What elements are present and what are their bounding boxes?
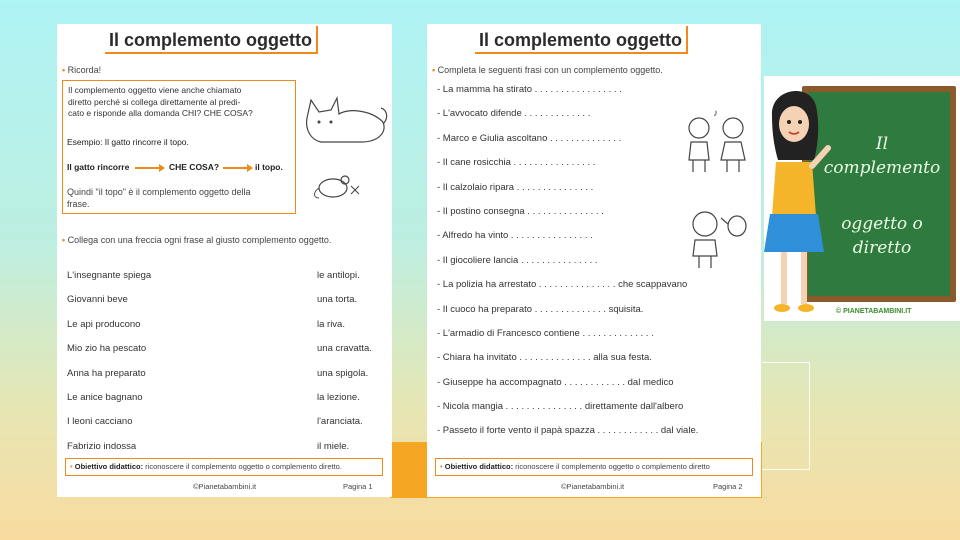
instruction-text: Collega con una freccia ogni frase al giusto complemento oggetto.	[67, 235, 332, 245]
worksheet-page-2	[427, 24, 761, 497]
matching-instruction	[62, 234, 387, 246]
site-credit: ©Pianetabambini.it	[561, 482, 625, 491]
list-item[interactable]: una torta.	[317, 294, 358, 306]
sentence-list	[437, 84, 698, 450]
page-number: Pagina 2	[713, 482, 743, 491]
list-item[interactable]: Mio zio ha pescato	[67, 343, 147, 355]
list-item[interactable]: Anna ha preparato	[67, 367, 146, 379]
left-column	[67, 270, 151, 465]
cat-drawing-icon	[301, 88, 389, 148]
bullet-icon: •	[62, 65, 66, 75]
pianetabambini-logo: © PIANETABAMBINI.IT	[836, 308, 912, 315]
conclusion-line: frase.	[67, 199, 90, 209]
objective-text: riconoscere il complemento oggetto o complemento diretto.	[145, 462, 342, 471]
example-text: Esempio: Il gatto rincorre il topo.	[67, 137, 189, 147]
list-item[interactable]: Le api producono	[67, 318, 141, 330]
list-item[interactable]: Le anice bagnano	[67, 391, 143, 403]
right-column	[317, 270, 372, 465]
list-item[interactable]: una cravatta.	[317, 343, 372, 355]
sentence-item[interactable]: - Passeto il forte vento il papà spazza . . . . . . . . . . . . dal viale.	[437, 425, 699, 437]
bullet-icon: •	[432, 65, 436, 75]
objective-box	[65, 458, 383, 476]
sentence-item[interactable]: - Alfredo ha vinto . . . . . . . . . . . . . . . .	[437, 230, 593, 242]
children-singing-drawing-icon	[679, 108, 757, 174]
list-item[interactable]: la lezione.	[317, 391, 360, 403]
list-item[interactable]: I leoni cacciano	[67, 416, 133, 428]
arrow-icon	[223, 167, 251, 169]
example-answer: il topo.	[255, 162, 283, 172]
sentence-item[interactable]: - Il giocoliere lancia . . . . . . . . . . . . . . .	[437, 254, 598, 266]
page-number: Pagina 1	[343, 482, 373, 491]
list-item[interactable]: l'aranciata.	[317, 416, 363, 428]
sentence-item[interactable]: - Il postino consegna . . . . . . . . . . . . . . .	[437, 205, 604, 217]
sentence-item[interactable]: - L'avvocato difende . . . . . . . . . . . . .	[437, 108, 591, 120]
objective-label: Obiettivo didattico:	[74, 462, 144, 471]
objective-text: riconoscere il complemento oggetto o complemento diretto	[515, 462, 710, 471]
objective-box	[435, 458, 753, 476]
remember-label: Ricorda!	[67, 65, 102, 75]
site-credit: ©Pianetabambini.it	[193, 482, 257, 491]
worksheet-page-1	[57, 24, 392, 497]
child-with-watering-can-drawing-icon	[683, 204, 753, 270]
example-question: CHE COSA?	[169, 162, 220, 172]
sentence-item[interactable]: - L'armadio di Francesco contiene . . . . . . . . . . . . . .	[437, 327, 654, 339]
objective-label: Obiettivo didattico:	[444, 462, 514, 471]
list-item[interactable]: L'insegnante spiega	[67, 270, 152, 281]
bullet-icon: •	[440, 462, 443, 471]
list-item[interactable]: Giovanni beve	[67, 294, 128, 306]
sentence-item[interactable]: - La mamma ha stirato . . . . . . . . . . . . . . . . .	[437, 84, 622, 95]
sentence-item[interactable]: - Nicola mangia . . . . . . . . . . . . . . . direttamente dall'albero	[437, 401, 684, 413]
sentence-item[interactable]: - Chiara ha invitato . . . . . . . . . . . . . . alla sua festa.	[437, 352, 652, 364]
example-subject: Il gatto rincorre	[67, 162, 130, 172]
chalk-line: Il complemento	[823, 134, 941, 178]
bullet-icon: •	[70, 462, 73, 471]
mouse-drawing-icon	[311, 166, 363, 202]
list-item[interactable]: Fabrizio indossa	[67, 440, 137, 452]
list-item[interactable]: una spigola.	[317, 367, 369, 379]
sentence-item[interactable]: - Giuseppe ha accompagnato . . . . . . . . . . . . dal medico	[437, 376, 674, 388]
instruction-text: Completa le seguenti frasi con un complemento oggetto.	[437, 65, 663, 75]
remember-heading	[62, 64, 101, 76]
chalkboard-illustration	[764, 76, 960, 321]
sentence-item[interactable]: - Marco e Giulia ascoltano . . . . . . . . . . . . . .	[437, 132, 622, 144]
svg-text:♪: ♪	[713, 108, 718, 119]
page-title: Il complemento oggetto	[475, 26, 688, 54]
decorative-frame	[762, 362, 810, 470]
completion-instruction	[432, 64, 663, 76]
list-item[interactable]: la riva.	[317, 318, 345, 330]
rule-line: cato e risponde alla domanda CHI? CHE COSA?	[68, 108, 253, 118]
sentence-item[interactable]: - Il calzolaio ripara . . . . . . . . . . . . . . .	[437, 181, 594, 193]
arrow-icon	[135, 167, 163, 169]
list-item[interactable]: le antilopi.	[317, 270, 360, 281]
sentence-item[interactable]: - La polizia ha arrestato . . . . . . . . . . . . . . . che scappavano	[437, 279, 688, 291]
page-title: Il complemento oggetto	[105, 26, 318, 54]
conclusion-line: Quindi "il topo" è il complemento oggetto della	[67, 187, 251, 197]
girl-teacher-icon	[764, 76, 834, 321]
list-item[interactable]: il miele.	[317, 440, 350, 452]
sentence-item[interactable]: - Il cane rosicchia . . . . . . . . . . . . . . . .	[437, 157, 596, 169]
sentence-item[interactable]: - Il cuoco ha preparato . . . . . . . . . . . . . . squisita.	[437, 303, 644, 315]
chalk-line: oggetto o diretto	[841, 214, 923, 258]
rule-line: Il complemento oggetto viene anche chiamato	[68, 85, 242, 95]
bullet-icon: •	[62, 235, 66, 245]
rule-line: diretto perché si collega direttamente al predi-	[68, 96, 241, 107]
